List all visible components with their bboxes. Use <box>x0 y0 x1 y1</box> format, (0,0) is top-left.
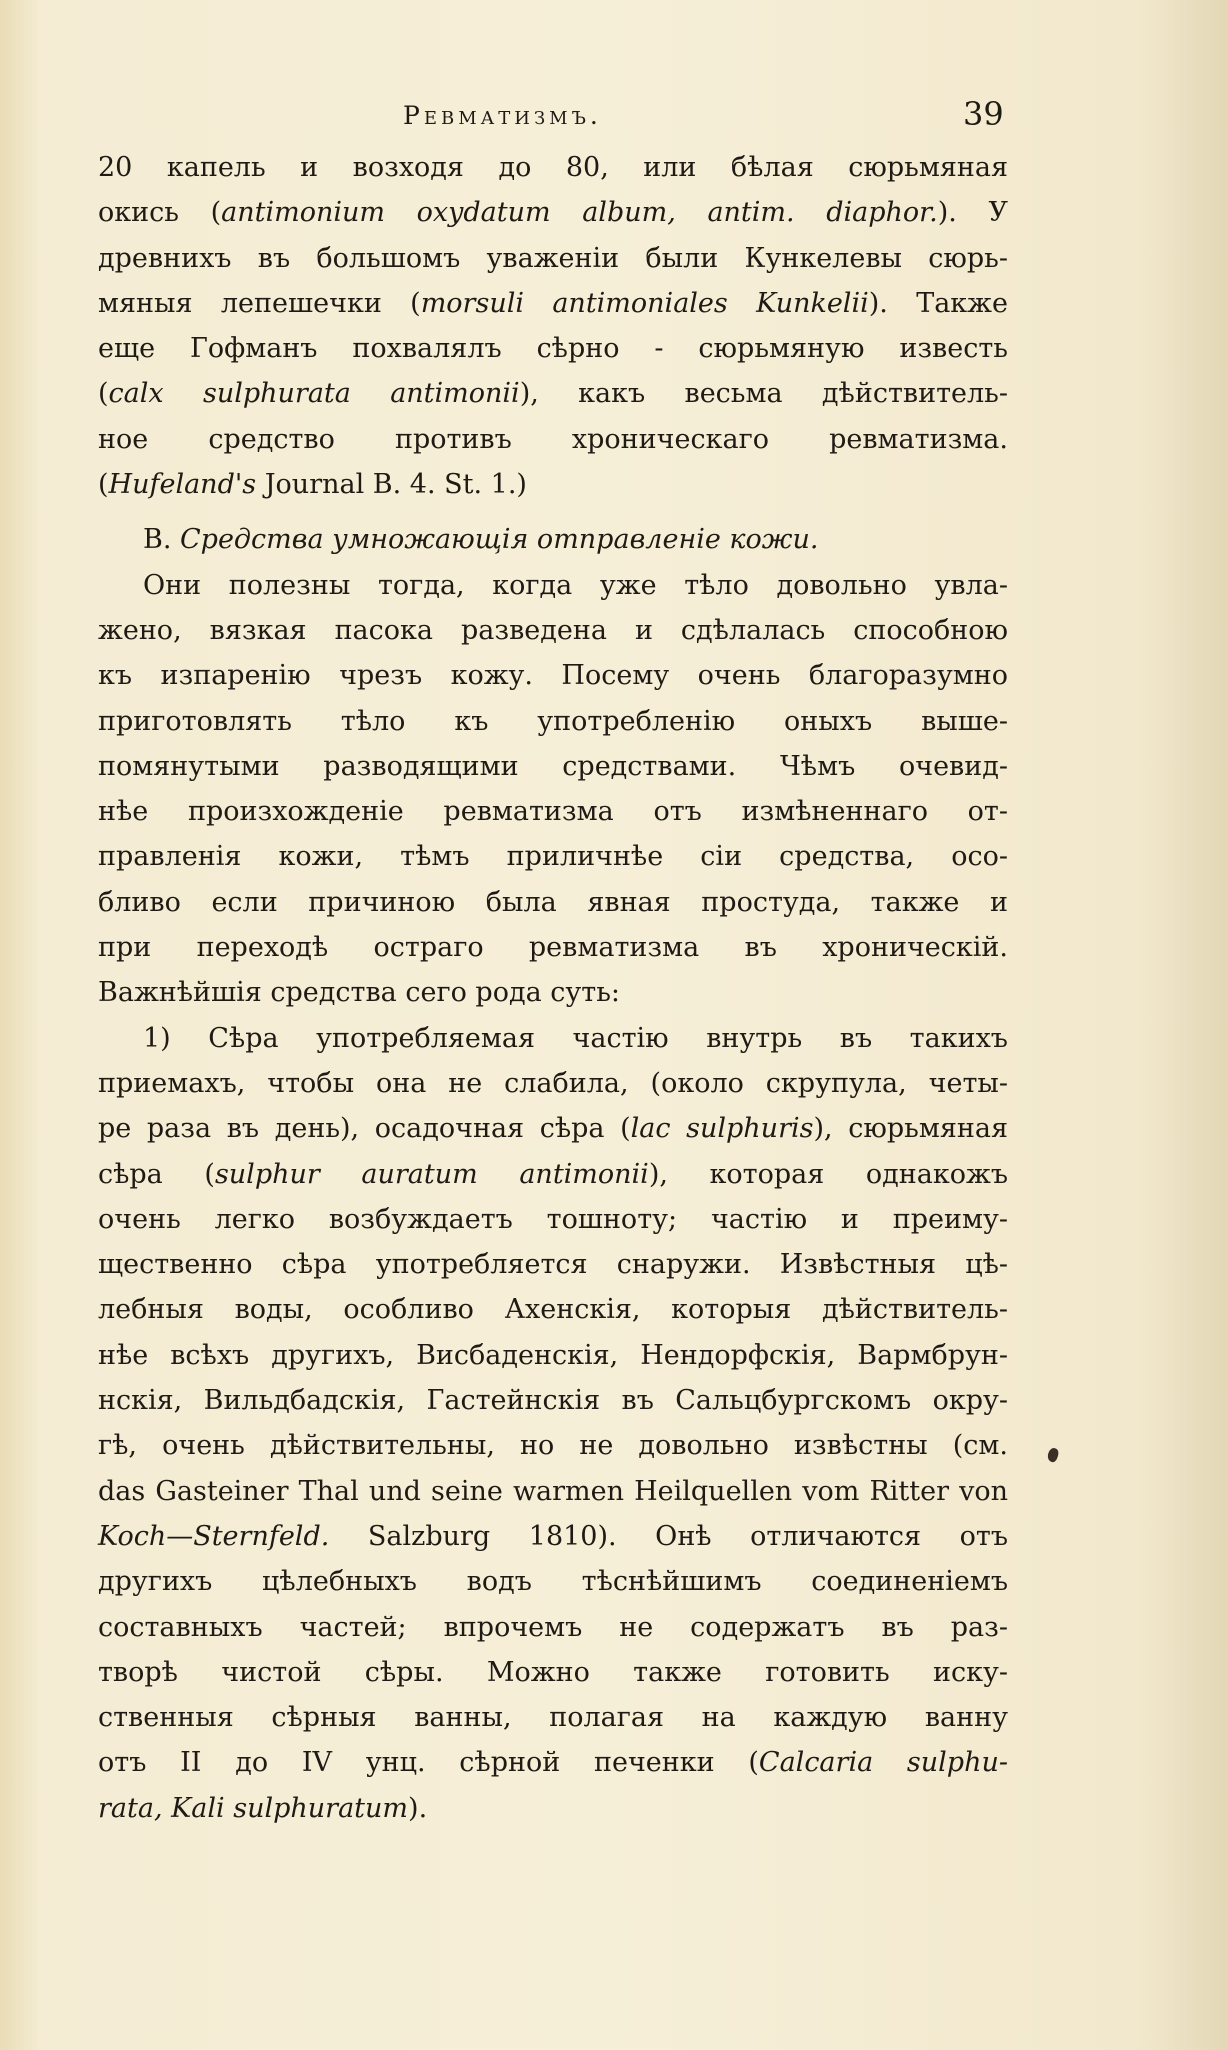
italic-text: Koch—Sternfeld. <box>98 1520 330 1552</box>
text-line <box>98 281 1008 326</box>
text-segment: творѣ чистой сѣры. Можно также готовить иску- <box>98 1656 1008 1688</box>
text-segment: приемахъ, чтобы она не слабила, (около скрупула, четы- <box>98 1067 1008 1099</box>
text-segment: das Gasteiner Thal und seine warmen Heilquellen vom Ritter von <box>98 1475 1008 1507</box>
italic-text: morsuli antimoniales Kunkelii <box>420 287 869 319</box>
text-segment: ( <box>98 378 109 410</box>
text-segment: ). У <box>937 197 1008 229</box>
text-segment: древнихъ въ большомъ уваженiи были Кункелевы сюрь- <box>98 242 1008 274</box>
text-line <box>98 925 1008 970</box>
text-segment: В. <box>143 524 181 556</box>
text-line <box>98 1061 1008 1106</box>
text-line <box>98 1423 1008 1468</box>
text-segment: щественно сѣра употребляется снаружи. Извѣстныя цѣ- <box>98 1249 1008 1281</box>
text-segment: нскiя, Вильдбадскiя, Гастейнскiя въ Сальцбургскомъ окру- <box>98 1385 1008 1417</box>
text-line <box>98 608 1008 653</box>
text-segment: нѣе произхожденiе ревматизма отъ измѣненнаго от- <box>98 796 1008 828</box>
ink-blot <box>1046 1447 1060 1464</box>
italic-text: Средства умножающiя отправленiе кожи. <box>180 524 819 556</box>
text-segment: Важнѣйшiя средства сего рода суть: <box>98 977 621 1009</box>
text-line <box>98 699 1008 744</box>
text-line <box>98 1152 1008 1197</box>
text-line <box>98 236 1008 281</box>
text-segment: при переходѣ остраго ревматизма въ хроническiй. <box>98 932 1008 964</box>
text-segment: ). <box>408 1792 428 1824</box>
italic-text: rata, Kali sulphuratum <box>98 1792 409 1824</box>
text-line <box>98 1106 1008 1151</box>
text-segment: мяныя лепешечки ( <box>98 287 421 319</box>
text-line <box>98 1242 1008 1287</box>
section-heading <box>98 517 1008 562</box>
text-line <box>98 1333 1008 1378</box>
text-segment: лебныя воды, особливо Ахенскiя, которыя дѣйствитель- <box>98 1294 1008 1326</box>
italic-text: lac sulphuris <box>630 1113 814 1145</box>
text-line <box>98 190 1008 235</box>
text-line <box>98 789 1008 834</box>
text-segment: окись ( <box>98 197 222 229</box>
text-line <box>98 1469 1008 1514</box>
text-line <box>98 1287 1008 1332</box>
text-segment: помянутыми разводящими средствами. Чѣмъ очевид- <box>98 750 1008 782</box>
text-line <box>98 880 1008 925</box>
text-line <box>98 326 1008 371</box>
text-line <box>98 371 1008 416</box>
text-line <box>98 145 1008 190</box>
text-segment: ное средство противъ хроническаго ревматизма. <box>98 423 1008 455</box>
text-line <box>98 1378 1008 1423</box>
text-segment: ре раза въ день), осадочная сѣра ( <box>98 1113 631 1145</box>
text-line <box>98 1197 1008 1242</box>
text-segment: составныхъ частей; впрочемъ не содержатъ въ раз- <box>98 1611 1008 1643</box>
text-line <box>98 417 1008 462</box>
text-segment: 1) Сѣра употребляемая частiю внутрь въ такихъ <box>143 1022 1008 1054</box>
text-segment: 20 капель и возходя до 80, или бѣлая сюрьмяная <box>98 152 1008 183</box>
text-segment: жено, вязкая пасока разведена и сдѣлалась способною <box>98 614 1008 646</box>
text-line <box>98 1514 1008 1559</box>
text-line <box>98 563 1008 608</box>
text-line <box>98 744 1008 789</box>
text-line <box>98 1650 1008 1695</box>
text-segment: очень легко возбуждаетъ тошноту; частiю и преиму- <box>98 1203 1008 1235</box>
page-number: 39 <box>963 95 1004 133</box>
text-segment: ), сюрьмяная <box>813 1113 1008 1145</box>
text-segment: гѣ, очень дѣйствительны, но не довольно извѣстны (см. <box>98 1430 1008 1462</box>
text-line <box>98 834 1008 879</box>
text-segment: бливо если причиною была явная простуда, также и <box>98 886 1008 918</box>
text-line <box>98 1786 1008 1831</box>
text-line <box>98 970 1008 1015</box>
text-segment: ), какъ весьма дѣйствитель- <box>519 378 1008 410</box>
text-segment: Journal B. 4. St. 1.) <box>256 469 527 501</box>
page-header <box>0 95 1228 143</box>
italic-text: Hufeland's <box>108 469 257 501</box>
running-head: Ревматизмъ. <box>403 101 602 130</box>
text-segment: ственныя сѣрныя ванны, полагая на каждую ванну <box>98 1702 1008 1734</box>
text-line <box>98 1740 1008 1785</box>
text-segment: ( <box>98 469 109 501</box>
text-segment: къ изпаренiю чрезъ кожу. Посему очень благоразумно <box>98 660 1008 692</box>
text-line <box>98 1605 1008 1650</box>
text-line <box>98 653 1008 698</box>
italic-text: calx sulphurata antimonii <box>108 378 520 410</box>
text-segment: сѣра ( <box>98 1158 215 1190</box>
text-segment: еще Гофманъ похвалялъ сѣрно - сюрьмяную известь <box>98 333 1008 365</box>
page-edge-shading <box>1138 0 1228 2050</box>
text-segment: приготовлять тѣло къ употребленiю оныхъ выше- <box>98 705 1008 737</box>
italic-text: sulphur auratum antimonii <box>214 1158 649 1190</box>
text-segment: правленiя кожи, тѣмъ приличнѣе сiи средства, осо- <box>98 841 1008 873</box>
text-segment: ), которая однакожъ <box>648 1158 1009 1190</box>
italic-text: Calcaria sulphu- <box>758 1747 1008 1779</box>
text-segment: отъ II до IV унц. сѣрной печенки ( <box>98 1747 759 1779</box>
text-segment: Они полезны тогда, когда уже тѣло довольно увла- <box>143 569 1008 601</box>
text-segment: ). Также <box>868 287 1008 319</box>
text-segment: нѣе всѣхъ другихъ, Висбаденскiя, Нендорфскiя, Вармбрун- <box>98 1339 1008 1371</box>
text-line <box>98 1016 1008 1061</box>
text-segment: другихъ цѣлебныхъ водъ тѣснѣйшимъ соединенiемъ <box>98 1566 1008 1598</box>
text-line <box>98 1695 1008 1740</box>
text-line <box>98 1559 1008 1604</box>
text-line <box>98 462 1008 507</box>
italic-text: antimonium oxydatum album, antim. diaphor. <box>221 197 938 229</box>
text-segment: Salzburg 1810). Онѣ отличаются отъ <box>329 1520 1008 1552</box>
body-text <box>98 145 1008 1831</box>
